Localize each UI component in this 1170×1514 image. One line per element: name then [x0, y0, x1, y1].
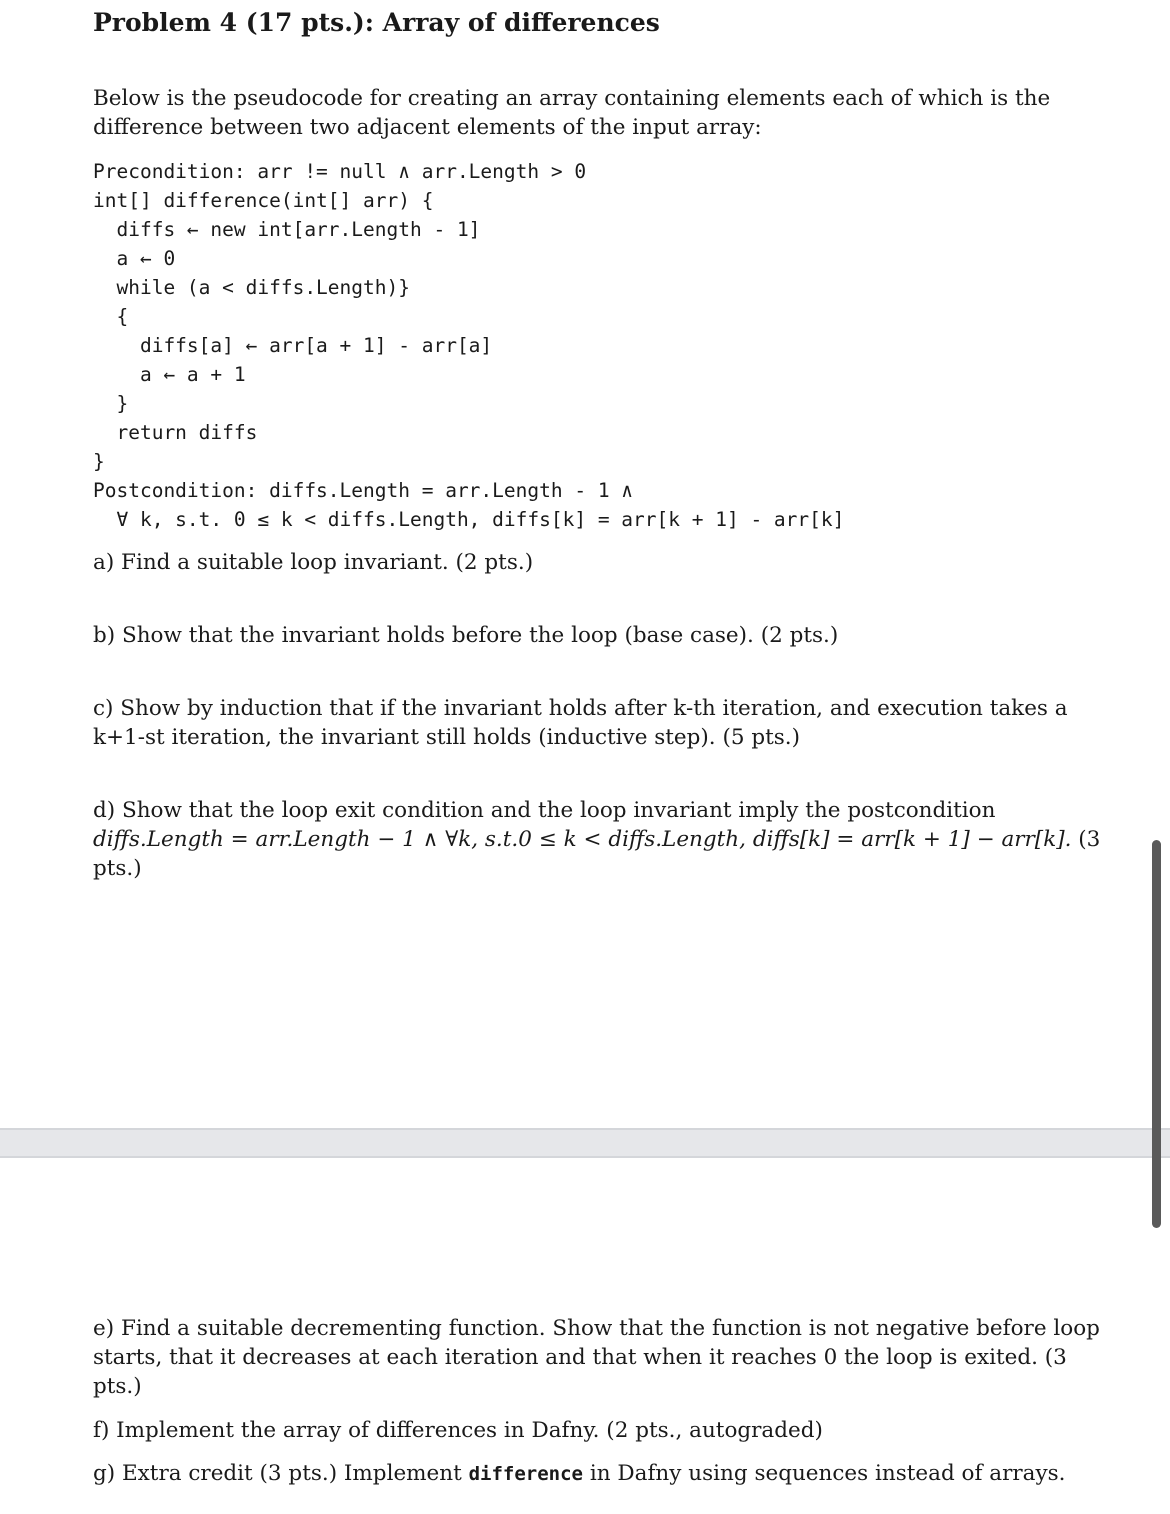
question-f: f) Implement the array of differences in Dafny. (2 pts., autograded) [93, 1418, 823, 1443]
code-line: return diffs [93, 421, 258, 444]
question-d-points: (3 pts.) [93, 827, 1101, 881]
question-d [93, 796, 1105, 883]
question-g-code: difference [468, 1463, 583, 1485]
code-line: while (a < diffs.Length)} [93, 276, 410, 299]
code-line: ∀ k, s.t. 0 ≤ k < diffs.Length, diffs[k] = arr[k + 1] - arr[k] [93, 508, 845, 531]
problem-title: Problem 4 (17 pts.): Array of differences [93, 8, 660, 37]
question-g-suffix: in Dafny using sequences instead of arrays. [589, 1461, 1066, 1486]
code-line: int[] difference(int[] arr) { [93, 189, 434, 212]
code-line: a ← a + 1 [93, 363, 246, 386]
question-b: b) Show that the invariant holds before the loop (base case). (2 pts.) [93, 623, 839, 648]
question-d-text: d) Show that the loop exit condition and the loop invariant imply the postcondition [93, 798, 996, 823]
question-e: e) Find a suitable decrementing function. Show that the function is not negative before loop starts, that it decreases at each iteration and that when it reaches 0 the loop is exited. (3 pts.) [93, 1316, 1100, 1399]
intro-paragraph: Below is the pseudocode for creating an array containing elements each of which is the difference between two adjacent elements of the input array: [93, 86, 1051, 140]
code-line: } [93, 450, 105, 473]
question-a: a) Find a suitable loop invariant. (2 pts.) [93, 550, 534, 575]
code-line: diffs ← new int[arr.Length - 1] [93, 218, 481, 241]
scrollbar-thumb[interactable] [1152, 840, 1161, 1228]
code-line: } [93, 392, 129, 415]
page-divider [0, 1128, 1170, 1158]
question-g-prefix: g) Extra credit (3 pts.) Implement [93, 1461, 462, 1486]
code-line: Postcondition: diffs.Length = arr.Length - 1 ∧ [93, 479, 634, 502]
code-line: a ← 0 [93, 247, 176, 270]
code-line: diffs[a] ← arr[a + 1] - arr[a] [93, 334, 493, 357]
question-g [93, 1459, 1105, 1489]
question-d-math: diffs.Length = arr.Length − 1 ∧ ∀k, s.t.0 ≤ k < diffs.Length, diffs[k] = arr[k + 1] − arr[k]. [93, 827, 1072, 852]
question-c: c) Show by induction that if the invariant holds after k-th iteration, and execution takes a k+1-st iteration, the invariant still holds (inductive step). (5 pts.) [93, 696, 1068, 750]
code-line: Precondition: arr != null ∧ arr.Length > 0 [93, 160, 587, 183]
code-line: { [93, 305, 129, 328]
